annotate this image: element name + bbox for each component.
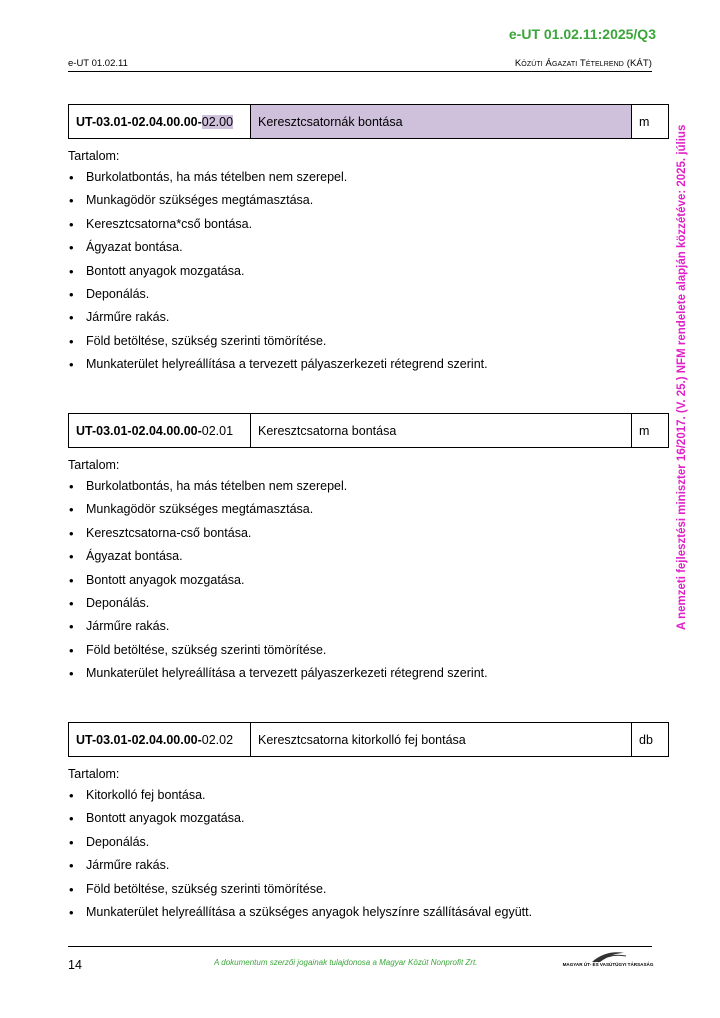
list-item: • Föld betöltése, szükség szerinti tömörítése. — [68, 882, 669, 905]
list-item: • Deponálás. — [68, 287, 669, 310]
content-label: Tartalom: — [68, 149, 120, 163]
list-item: • Föld betöltése, szükség szerinti tömörítése. — [68, 334, 669, 357]
list-item: • Munkagödör szükséges megtámasztása. — [68, 193, 669, 216]
item-title: Keresztcsatorna bontása — [251, 414, 632, 448]
copyright-note: A dokumentum szerzői jogainak tulajdonosa a Magyar Közút Nonprofit Zrt. — [214, 958, 478, 967]
running-header — [68, 58, 652, 72]
logo-text: MAGYAR ÚT- ÉS VASÚTÜGYI TÁRSASÁG — [562, 962, 654, 967]
item-header-table — [68, 722, 669, 757]
item-unit: db — [632, 723, 669, 757]
list-item: • Burkolatbontás, ha más tételben nem szerepel. — [68, 170, 669, 193]
content-list — [68, 479, 669, 690]
item-code-cell — [69, 414, 251, 448]
list-item: • Munkagödör szükséges megtámasztása. — [68, 502, 669, 525]
item-title: Keresztcsatornák bontása — [251, 105, 632, 139]
list-item: • Járműre rakás. — [68, 619, 669, 642]
item-code-sub: 02.02 — [201, 732, 234, 747]
document-code: e-UT 01.02.11:2025/Q3 — [508, 26, 656, 42]
list-item: • Bontott anyagok mozgatása. — [68, 573, 669, 596]
item-unit: m — [632, 414, 669, 448]
item-section — [68, 104, 669, 381]
list-item: • Ágyazat bontása. — [68, 549, 669, 572]
page-number: 14 — [68, 958, 82, 972]
item-section — [68, 413, 669, 690]
list-item: • Burkolatbontás, ha más tételben nem szerepel. — [68, 479, 669, 502]
item-code-cell — [69, 723, 251, 757]
item-code-sub: 02.00 — [201, 114, 234, 129]
content-list — [68, 788, 669, 928]
item-section — [68, 722, 669, 928]
item-header-table — [68, 413, 669, 448]
header-left: e-UT 01.02.11 — [68, 58, 128, 69]
list-item: • Járműre rakás. — [68, 858, 669, 881]
list-item: • Ágyazat bontása. — [68, 240, 669, 263]
item-code-main: UT-03.01-02.04.00.00- — [76, 423, 202, 438]
content-list — [68, 170, 669, 381]
association-logo — [562, 950, 654, 972]
item-code-main: UT-03.01-02.04.00.00- — [76, 732, 202, 747]
item-unit: m — [632, 105, 669, 139]
list-item: • Föld betöltése, szükség szerinti tömörítése. — [68, 643, 669, 666]
content-label: Tartalom: — [68, 458, 120, 472]
item-code-cell — [69, 105, 251, 139]
list-item: • Deponálás. — [68, 835, 669, 858]
list-item: • Bontott anyagok mozgatása. — [68, 264, 669, 287]
list-item: • Munkaterület helyreállítása a tervezett pályaszerkezeti rétegrend szerint. — [68, 357, 669, 380]
list-item: • Keresztcsatorna-cső bontása. — [68, 526, 669, 549]
list-item: • Kitorkolló fej bontása. — [68, 788, 669, 811]
list-item: • Járműre rakás. — [68, 310, 669, 333]
list-item: • Deponálás. — [68, 596, 669, 619]
footer-divider — [68, 946, 652, 947]
item-code-main: UT-03.01-02.04.00.00- — [76, 114, 202, 129]
list-item: • Bontott anyagok mozgatása. — [68, 811, 669, 834]
content-label: Tartalom: — [68, 767, 120, 781]
list-item: • Munkaterület helyreállítása a szükséges anyagok helyszínre szállításával együtt. — [68, 905, 669, 928]
item-header-table — [68, 104, 669, 139]
item-title: Keresztcsatorna kitorkolló fej bontása — [251, 723, 632, 757]
item-code-sub: 02.01 — [201, 423, 234, 438]
list-item: • Keresztcsatorna*cső bontása. — [68, 217, 669, 240]
list-item: • Munkaterület helyreállítása a tervezett pályaszerkezeti rétegrend szerint. — [68, 666, 669, 689]
publication-note: A nemzeti fejlesztési miniszter 16/2017. (V. 25.) NFM rendelete alapján közzétéve: 2025. július — [676, 124, 688, 630]
header-right: Közúti Ágazati Tételrend (KÁT) — [514, 58, 652, 69]
